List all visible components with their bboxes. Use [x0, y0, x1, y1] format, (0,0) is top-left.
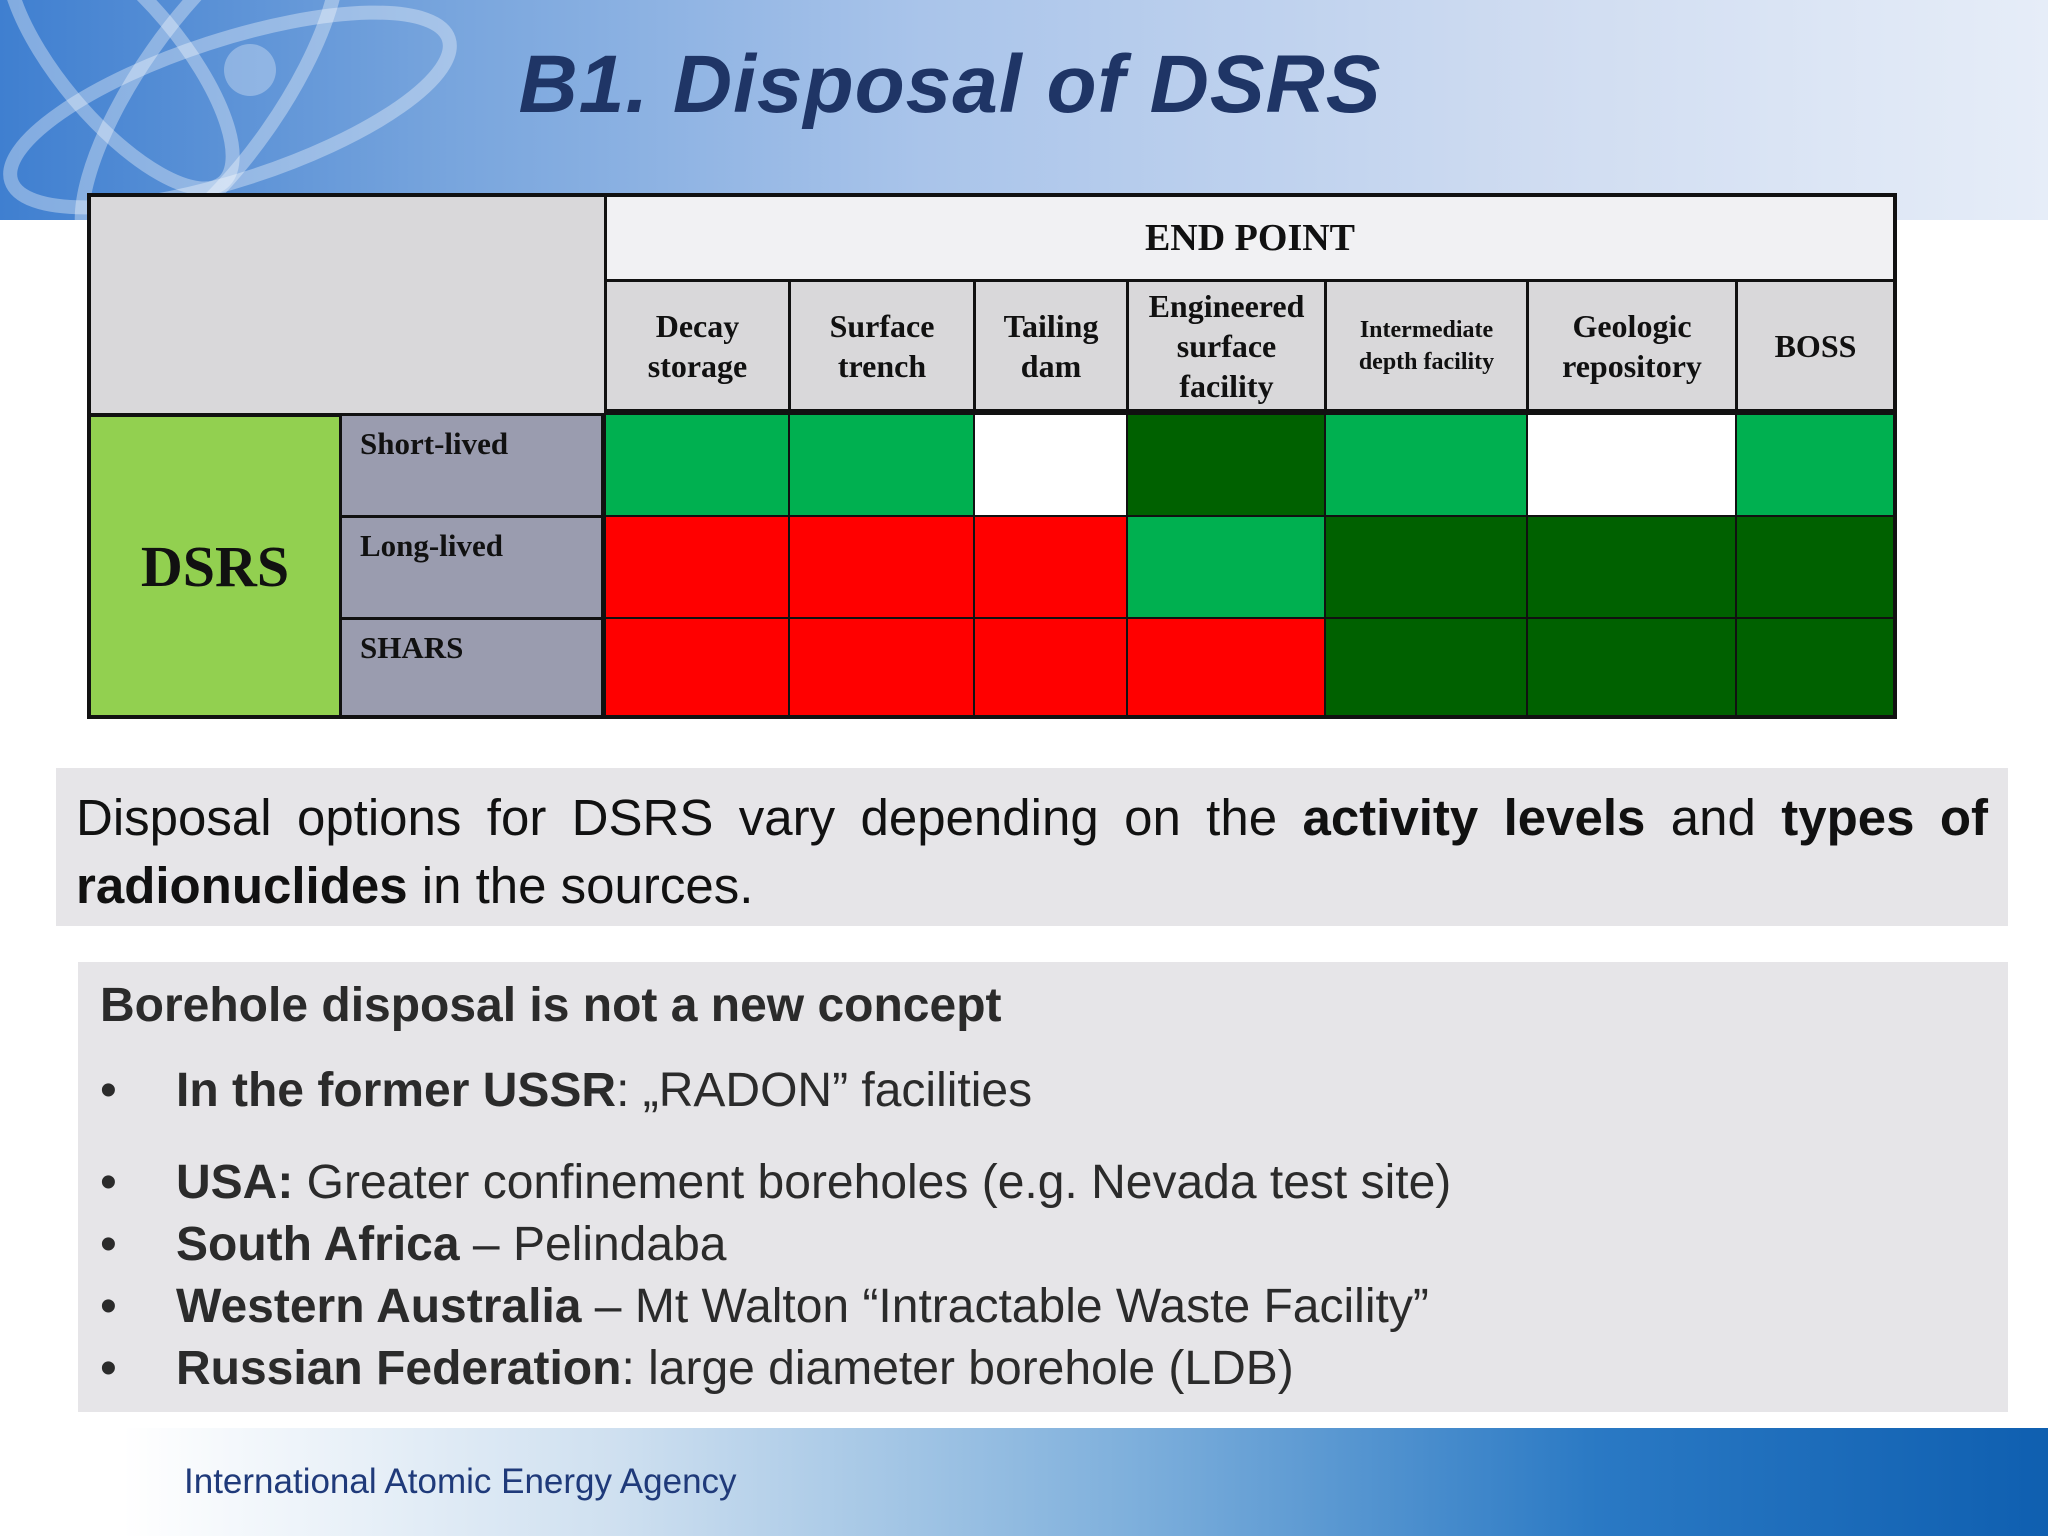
table-cell: [1126, 515, 1324, 617]
end-point-header: END POINT: [604, 197, 1893, 282]
table-cell: [604, 413, 788, 515]
note-bold-types-of-radionuclides: types of radionuclides: [76, 789, 1988, 914]
column-header-line: BOSS: [1774, 327, 1857, 364]
borehole-bullet-item: [100, 1152, 1986, 1214]
column-header-line: Engineered: [1148, 287, 1305, 324]
note-text-3: in the sources.: [407, 857, 754, 914]
table-cell: [1526, 413, 1735, 515]
bullet-marker: •: [100, 1156, 117, 1209]
bullet-bold-text: Russian Federation: [176, 1342, 622, 1395]
borehole-bullet-item: [100, 1338, 1986, 1400]
column-header-line: repository: [1562, 347, 1702, 384]
table-cell: [1324, 413, 1526, 515]
column-header: [1126, 282, 1324, 413]
table-cell: [788, 617, 973, 715]
table-cell: [1735, 617, 1893, 715]
column-header-line: surface: [1176, 327, 1277, 364]
disposal-options-table: [87, 193, 1897, 719]
footer-band: [0, 1428, 2048, 1536]
column-header-line: Tailing: [1003, 307, 1099, 344]
row-header: Long-lived: [342, 515, 604, 617]
bullet-text: – Pelindaba: [459, 1218, 727, 1271]
table-cell: [1735, 515, 1893, 617]
bullet-text: : large diameter borehole (LDB): [621, 1342, 1294, 1395]
borehole-bullet-item: [100, 1060, 1986, 1122]
slide-title: B1. Disposal of DSRS: [518, 39, 1382, 130]
column-header-line: depth facility: [1358, 348, 1495, 375]
bullet-bold-text: Western Australia: [176, 1280, 582, 1333]
table-cell: [1126, 413, 1324, 515]
bullet-text: Greater confinement boreholes (e.g. Nevada test site): [293, 1156, 1452, 1209]
bullet-marker: •: [100, 1280, 117, 1333]
column-header-line: trench: [837, 347, 927, 384]
table-cell: [1324, 617, 1526, 715]
dsrs-row-group: DSRS: [91, 413, 342, 715]
borehole-bullet-item: [100, 1214, 1986, 1276]
note-text-1: Disposal options for DSRS vary depending on the: [76, 789, 1303, 846]
table-cell: [973, 515, 1126, 617]
table-cell: [1526, 515, 1735, 617]
column-header: [788, 282, 973, 413]
row-header: SHARS: [342, 617, 604, 715]
bullet-text: : „RADON” facilities: [616, 1064, 1033, 1117]
column-header-line: Decay: [655, 307, 740, 344]
bullet-marker: •: [100, 1342, 117, 1395]
table-cell: [973, 413, 1126, 515]
bullet-marker: •: [100, 1064, 117, 1117]
column-header: [1526, 282, 1735, 413]
table-cell: [604, 515, 788, 617]
table-cell: [1126, 617, 1324, 715]
bullet-bold-text: In the former USSR: [176, 1064, 617, 1117]
column-header-line: Surface: [829, 307, 935, 344]
bullet-text: – Mt Walton “Intractable Waste Facility”: [581, 1280, 1429, 1333]
note-text-2: and: [1645, 789, 1782, 846]
bullet-bold-text: USA:: [176, 1156, 294, 1209]
footer-organization: International Atomic Energy Agency: [184, 1462, 737, 1501]
column-header: [1324, 282, 1526, 413]
row-header: Short-lived: [342, 413, 604, 515]
column-header-line: Intermediate: [1359, 316, 1494, 343]
column-header: [1735, 282, 1893, 413]
column-header-line: facility: [1179, 367, 1274, 404]
bullet-marker: •: [100, 1218, 117, 1271]
table-cell: [604, 617, 788, 715]
disposal-options-note: [56, 768, 2008, 926]
column-header-line: dam: [1020, 347, 1082, 384]
borehole-title: Borehole disposal is not a new concept: [100, 979, 1002, 1032]
column-header-line: storage: [647, 347, 748, 384]
column-header: [604, 282, 788, 413]
borehole-info-box: [78, 962, 2008, 1412]
table-corner-cell: [91, 197, 604, 413]
note-bold-activity-levels: activity levels: [1302, 789, 1646, 846]
bullet-bold-text: South Africa: [176, 1218, 460, 1271]
column-header: [973, 282, 1126, 413]
table-cell: [788, 515, 973, 617]
column-header-line: Geologic: [1572, 307, 1692, 344]
table-cell: [788, 413, 973, 515]
table-cell: [1526, 617, 1735, 715]
table-cell: [973, 617, 1126, 715]
table-cell: [1324, 515, 1526, 617]
borehole-bullet-item: [100, 1276, 1986, 1338]
table-cell: [1735, 413, 1893, 515]
